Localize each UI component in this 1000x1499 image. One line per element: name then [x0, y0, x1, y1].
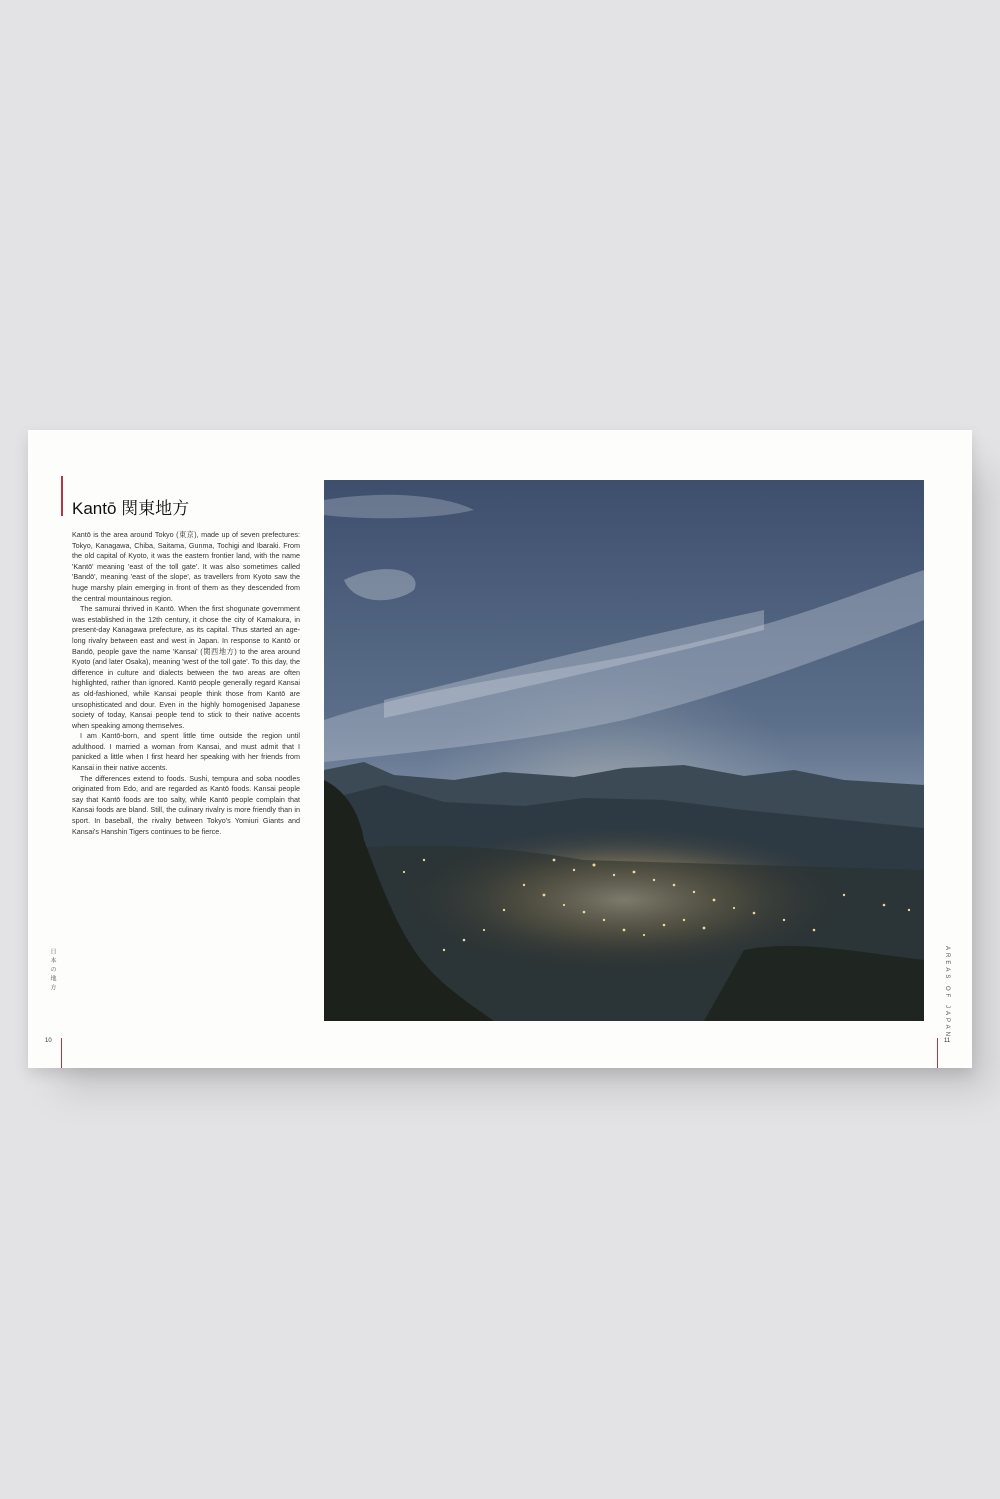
page-number-right: 11	[944, 1038, 951, 1044]
folio-bar-right	[937, 1038, 938, 1068]
running-head-left: 日本の地方	[49, 948, 55, 993]
paragraph: The samurai thrived in Kantō. When the first shogunate government was established in the 12th century, it chose the city of Kamakura, in present-day Kanagawa prefecture, as its capital. Thus started an age-long rivalry between east and west in Japan. In response to Kantō or Bandō, people gave the name 'Kansai' (関西地方) to the area around Kyoto (and later Osaka), meaning 'west of the toll gate'. To this day, the difference in culture and dialects between the two areas are often highlighted, rather than ignored. Kantō people generally regard Kansai as old-fashioned, while Kansai people think those from Kantō are unsophisticated and dour. Even in the highly homogenised Japanese society of today, Kansai people tend to stick to their native accents when speaking among themselves.	[72, 604, 300, 730]
folio-bar-left	[61, 1038, 62, 1068]
paragraph: The differences extend to foods. Sushi, tempura and soba noodles originated from Edo, and are regarded as Kantō foods. Kansai people say that Kantō foods are too salty, while Kantō people complain that Kansai foods are bland. Still, the culinary rivalry is more friendly than in sport. In baseball, the rivalry between Tokyo's Yomiuri Giants and Kansai's Hanshin Tigers continues to be fierce.	[72, 773, 300, 836]
running-head-right: AREAS OF JAPAN	[944, 946, 950, 1039]
body-text	[72, 530, 300, 837]
page-number-left: 10	[45, 1038, 52, 1044]
paragraph: Kantō is the area around Tokyo (東京), made up of seven prefectures: Tokyo, Kanagawa, Chiba, Saitama, Gunma, Tochigi and Ibaraki. From the old capital of Kyoto, it was the eastern frontier land, with the name 'Kantō' meaning 'east of the toll gate'. It was also sometimes called 'Bandō', meaning 'east of the slope', as travellers from Kyoto saw the huge marshy plain emerging in front of them as they descended from the central mountainous region.	[72, 530, 300, 603]
paragraph: I am Kantō-born, and spent little time outside the region until adulthood. I married a woman from Kansai, and must admit that I panicked a little when I first heard her speaking with her friends from Kansai in their native accents.	[72, 731, 300, 773]
night-city-photo	[324, 480, 924, 1021]
title-accent-bar	[61, 476, 63, 516]
page-title: Kantō 関東地方	[72, 499, 190, 518]
night-city-photo-image	[324, 480, 924, 1021]
